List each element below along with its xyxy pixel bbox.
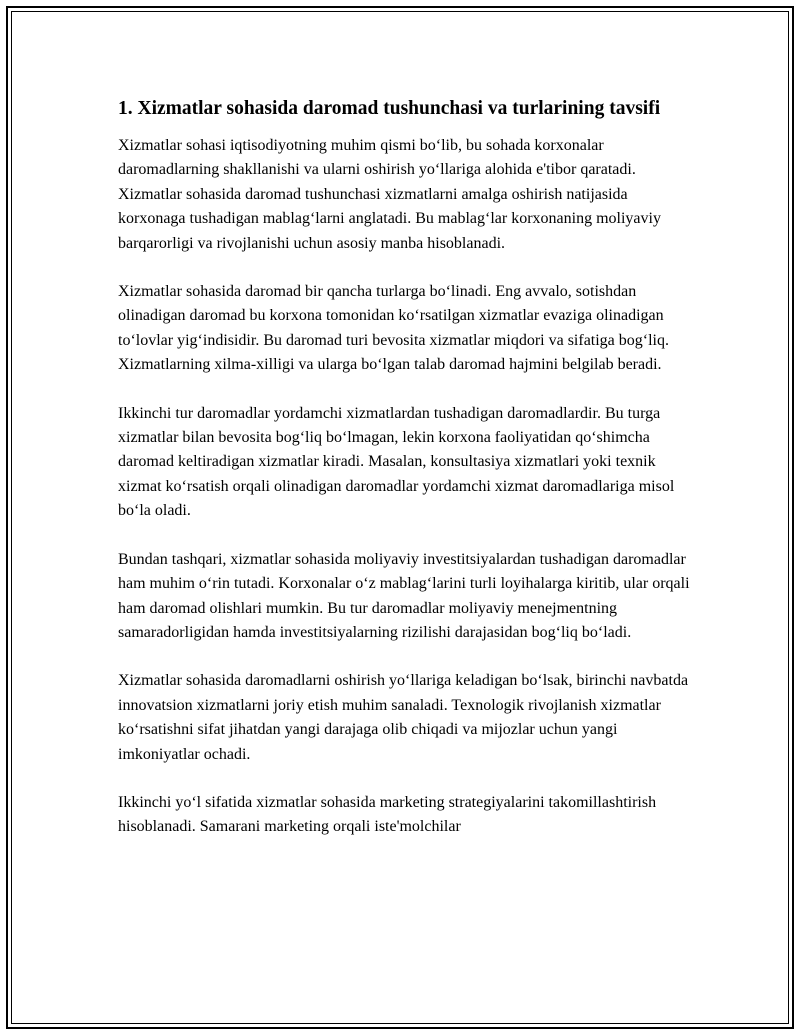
document-body (118, 96, 698, 864)
paragraph-6: Ikkinchi yo‘l sifatida xizmatlar sohasida marketing strategiyalarini takomillashtirish hisoblanadi. Samarani marketing orqali iste'molchilar (118, 793, 657, 836)
paragraph-1: Xizmatlar sohasi iqtisodiyotning muhim qismi bo‘lib, bu sohada korxonalar daromadlarning shakllanishi va ularni oshirish yo‘llariga alohida e'tibor qaratadi. Xizmatlar sohasida daromad tushunchasi xizmatlarni amalga oshirish natijasida korxonaga tushadigan mablag‘larni anglatadi. Bu mablag‘lar korxonaning moliyaviy barqarorligi va rivojlanishi uchun asosiy manba hisoblanadi. (118, 137, 661, 252)
paragraph-5: Xizmatlar sohasida daromadlarni oshirish yo‘llariga keladigan bo‘lsak, birinchi navbatda innovatsion xizmatlarni joriy etish muhim sanaladi. Texnologik rivojlanish xizmatlar ko‘rsatishni sifat jihatdan yangi darajaga olib chiqadi va mijozlar uchun yangi imkoniyatlar ochadi. (118, 672, 689, 763)
paragraph-4: Bundan tashqari, xizmatlar sohasida moliyaviy investitsiyalardan tushadigan daromadlar ham muhim o‘rin tutadi. Korxonalar o‘z mablag‘larini turli loyihalarga kiritib, ular orqali ham daromad olishlari mumkin. Bu tur daromadlar moliyaviy menejmentning samaradorligidan hamda investitsiyalarning rizilishi darajasidan bog‘liq bo‘ladi. (118, 550, 690, 641)
paragraph-3: Ikkinchi tur daromadlar yordamchi xizmatlardan tushadigan daromadlardir. Bu turga xizmatlar bilan bevosita bog‘liq bo‘lmagan, lekin korxona faoliyatidan qo‘shimcha daromad keltiradigan xizmatlar kiradi. Masalan, konsultasiya xizmatlari yoki texnik xizmat ko‘rsatish orqali olinadigan daromadlar yordamchi xizmat daromadlariga misol bo‘la oladi. (118, 404, 675, 520)
section-heading: 1. Xizmatlar sohasida daromad tushunchasi va turlarining tavsifi (118, 98, 661, 119)
paragraph-2: Xizmatlar sohasida daromad bir qancha turlarga bo‘linadi. Eng avvalo, sotishdan olinadigan daromad bu korxona tomonidan ko‘rsatilgan xizmatlar evaziga olinadigan to‘lovlar yig‘indisidir. Bu daromad turi bevosita xizmatlar miqdori va sifatiga bog‘liq. Xizmatlarning xilma-xilligi va ularga bo‘lgan talab daromad hajmini belgilab beradi. (118, 283, 669, 374)
